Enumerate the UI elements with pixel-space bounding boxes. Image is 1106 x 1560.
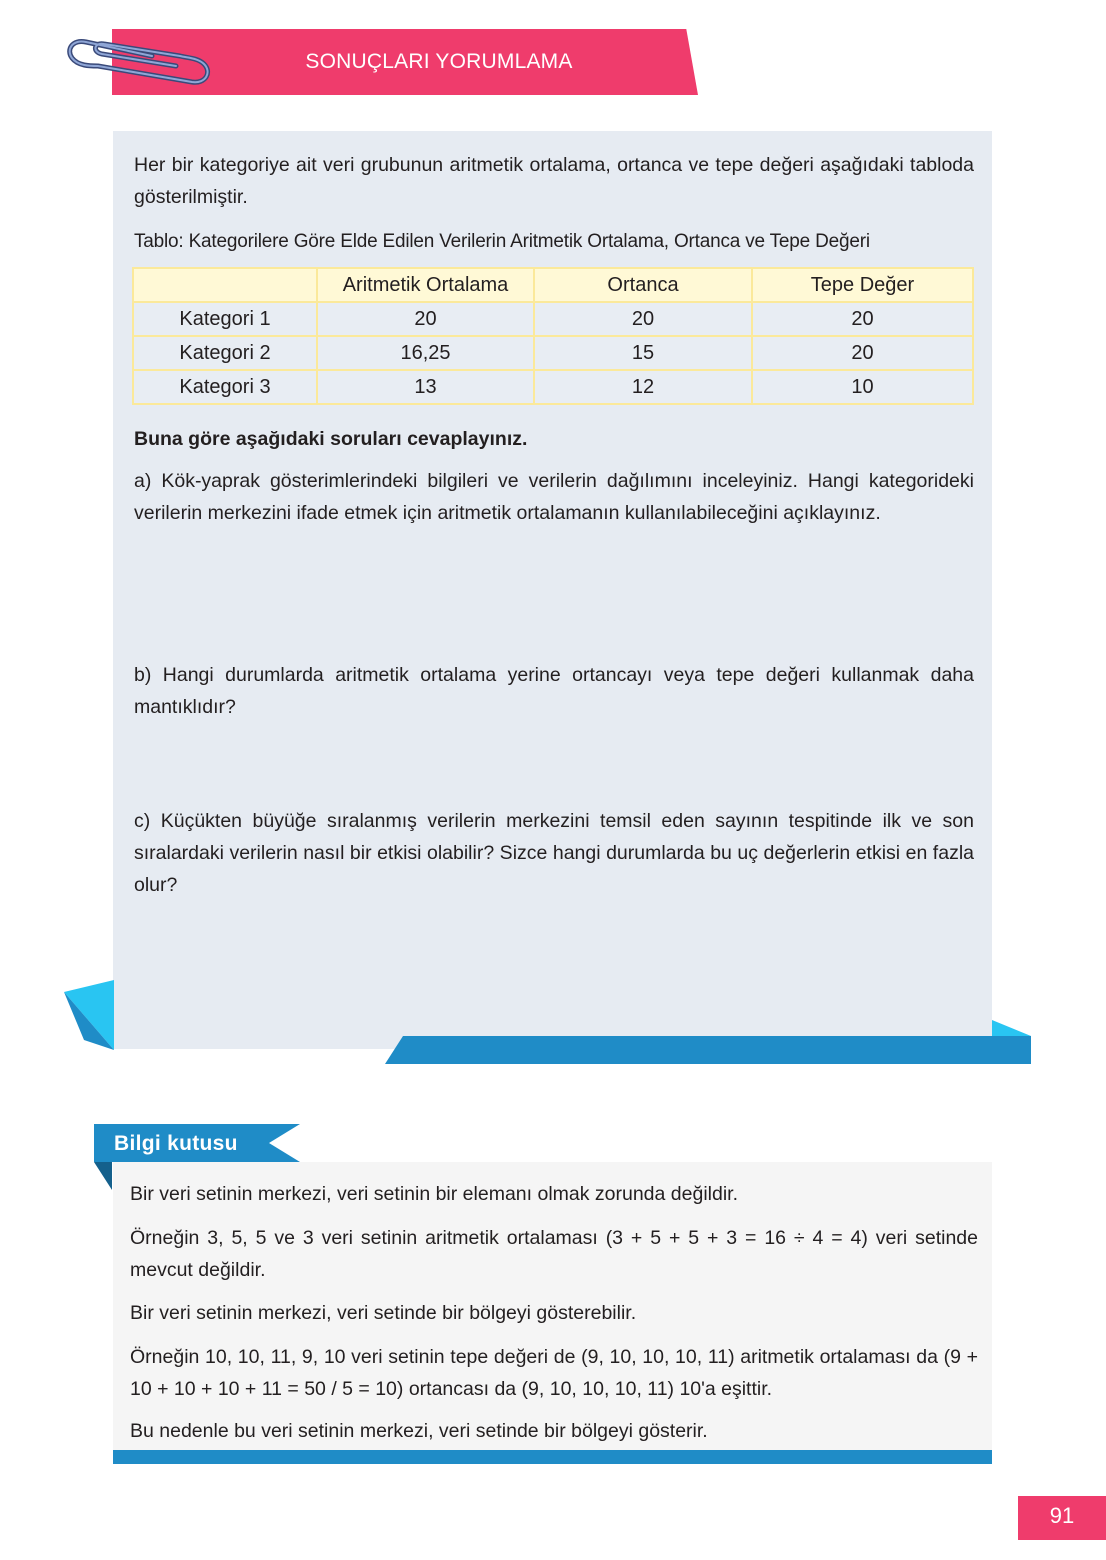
info-paragraph: Örneğin 3, 5, 5 ve 3 veri setinin aritmetik ortalaması (3 + 5 + 5 + 3 = 16 ÷ 4 = 4) veri setinde mevcut değildir. [130,1227,978,1281]
table-row-label: Kategori 3 [133,370,317,404]
question-c: c) Küçükten büyüğe sıralanmış verilerin merkezini temsil eden sayının tespitinde ilk ve son sıralardaki verilerin nasıl bir etkisi olabilir? Sizce hangi durumlarda bu uç değerlerin etkisi en fazla olur? [134,810,974,896]
table-cell: 20 [317,302,534,336]
page-number: 91 [1018,1496,1106,1540]
table-cell: 12 [534,370,752,404]
table-cell: 15 [534,336,752,370]
info-paragraph: Bir veri setinin merkezi, veri setinde bir bölgeyi gösterebilir. [130,1302,637,1324]
table-row-label: Kategori 2 [133,336,317,370]
table-cell: 20 [534,302,752,336]
table-cell: 13 [317,370,534,404]
table-header-cell: Ortanca [534,268,752,302]
instruction-text: Buna göre aşağıdaki soruları cevaplayınız. [134,428,528,450]
table-header-cell [133,268,317,302]
info-paragraph: Bir veri setinin merkezi, veri setinin bir elemanı olmak zorunda değildir. [130,1183,739,1205]
info-paragraph: Bu nedenle bu veri setinin merkezi, veri setinde bir bölgeyi gösterir. [130,1420,708,1442]
info-paragraph: Örneğin 10, 10, 11, 9, 10 veri setinin tepe değeri de (9, 10, 10, 10, 11) aritmetik ortalaması da (9 + 10 + 10 + 10 + 11 = 50 / 5 = 10) ortancası da (9, 10, 10, 10, 11) 10'a eşittir. [130,1346,978,1400]
question-a: a) Kök-yaprak gösterimlerindeki bilgileri ve verilerin dağılımını inceleyiniz. Hangi kategorideki verilerin merkezini ifade etmek için aritmetik ortalamanın kullanılabileceğini açıklayınız. [134,470,974,524]
paperclip-icon [64,20,214,100]
table-row [133,336,973,370]
table-cell: 16,25 [317,336,534,370]
table-header-cell: Aritmetik Ortalama [317,268,534,302]
table-caption: Tablo: Kategorilere Göre Elde Edilen Verilerin Aritmetik Ortalama, Ortanca ve Tepe Değeri [134,231,870,252]
info-box-bottom-bar [113,1450,992,1464]
table-row-label: Kategori 1 [133,302,317,336]
corner-accent-left [64,980,116,1052]
info-box-label: Bilgi kutusu [114,1132,238,1155]
question-b: b) Hangi durumlarda aritmetik ortalama yerine ortancayı veya tepe değeri kullanmak daha mantıklıdır? [134,664,974,718]
table-cell: 20 [752,302,973,336]
bottom-accent-bar [385,1020,1033,1065]
table-cell: 10 [752,370,973,404]
intro-text: Her bir kategoriye ait veri grubunun aritmetik ortalama, ortanca ve tepe değeri aşağıdaki tabloda gösterilmiştir. [134,154,974,208]
statistics-table [132,267,974,405]
table-row [133,302,973,336]
table-header-cell: Tepe Değer [752,268,973,302]
table-cell: 20 [752,336,973,370]
page-title: SONUÇLARI YORUMLAMA [305,50,573,73]
table-header-row [133,268,973,302]
table-row [133,370,973,404]
